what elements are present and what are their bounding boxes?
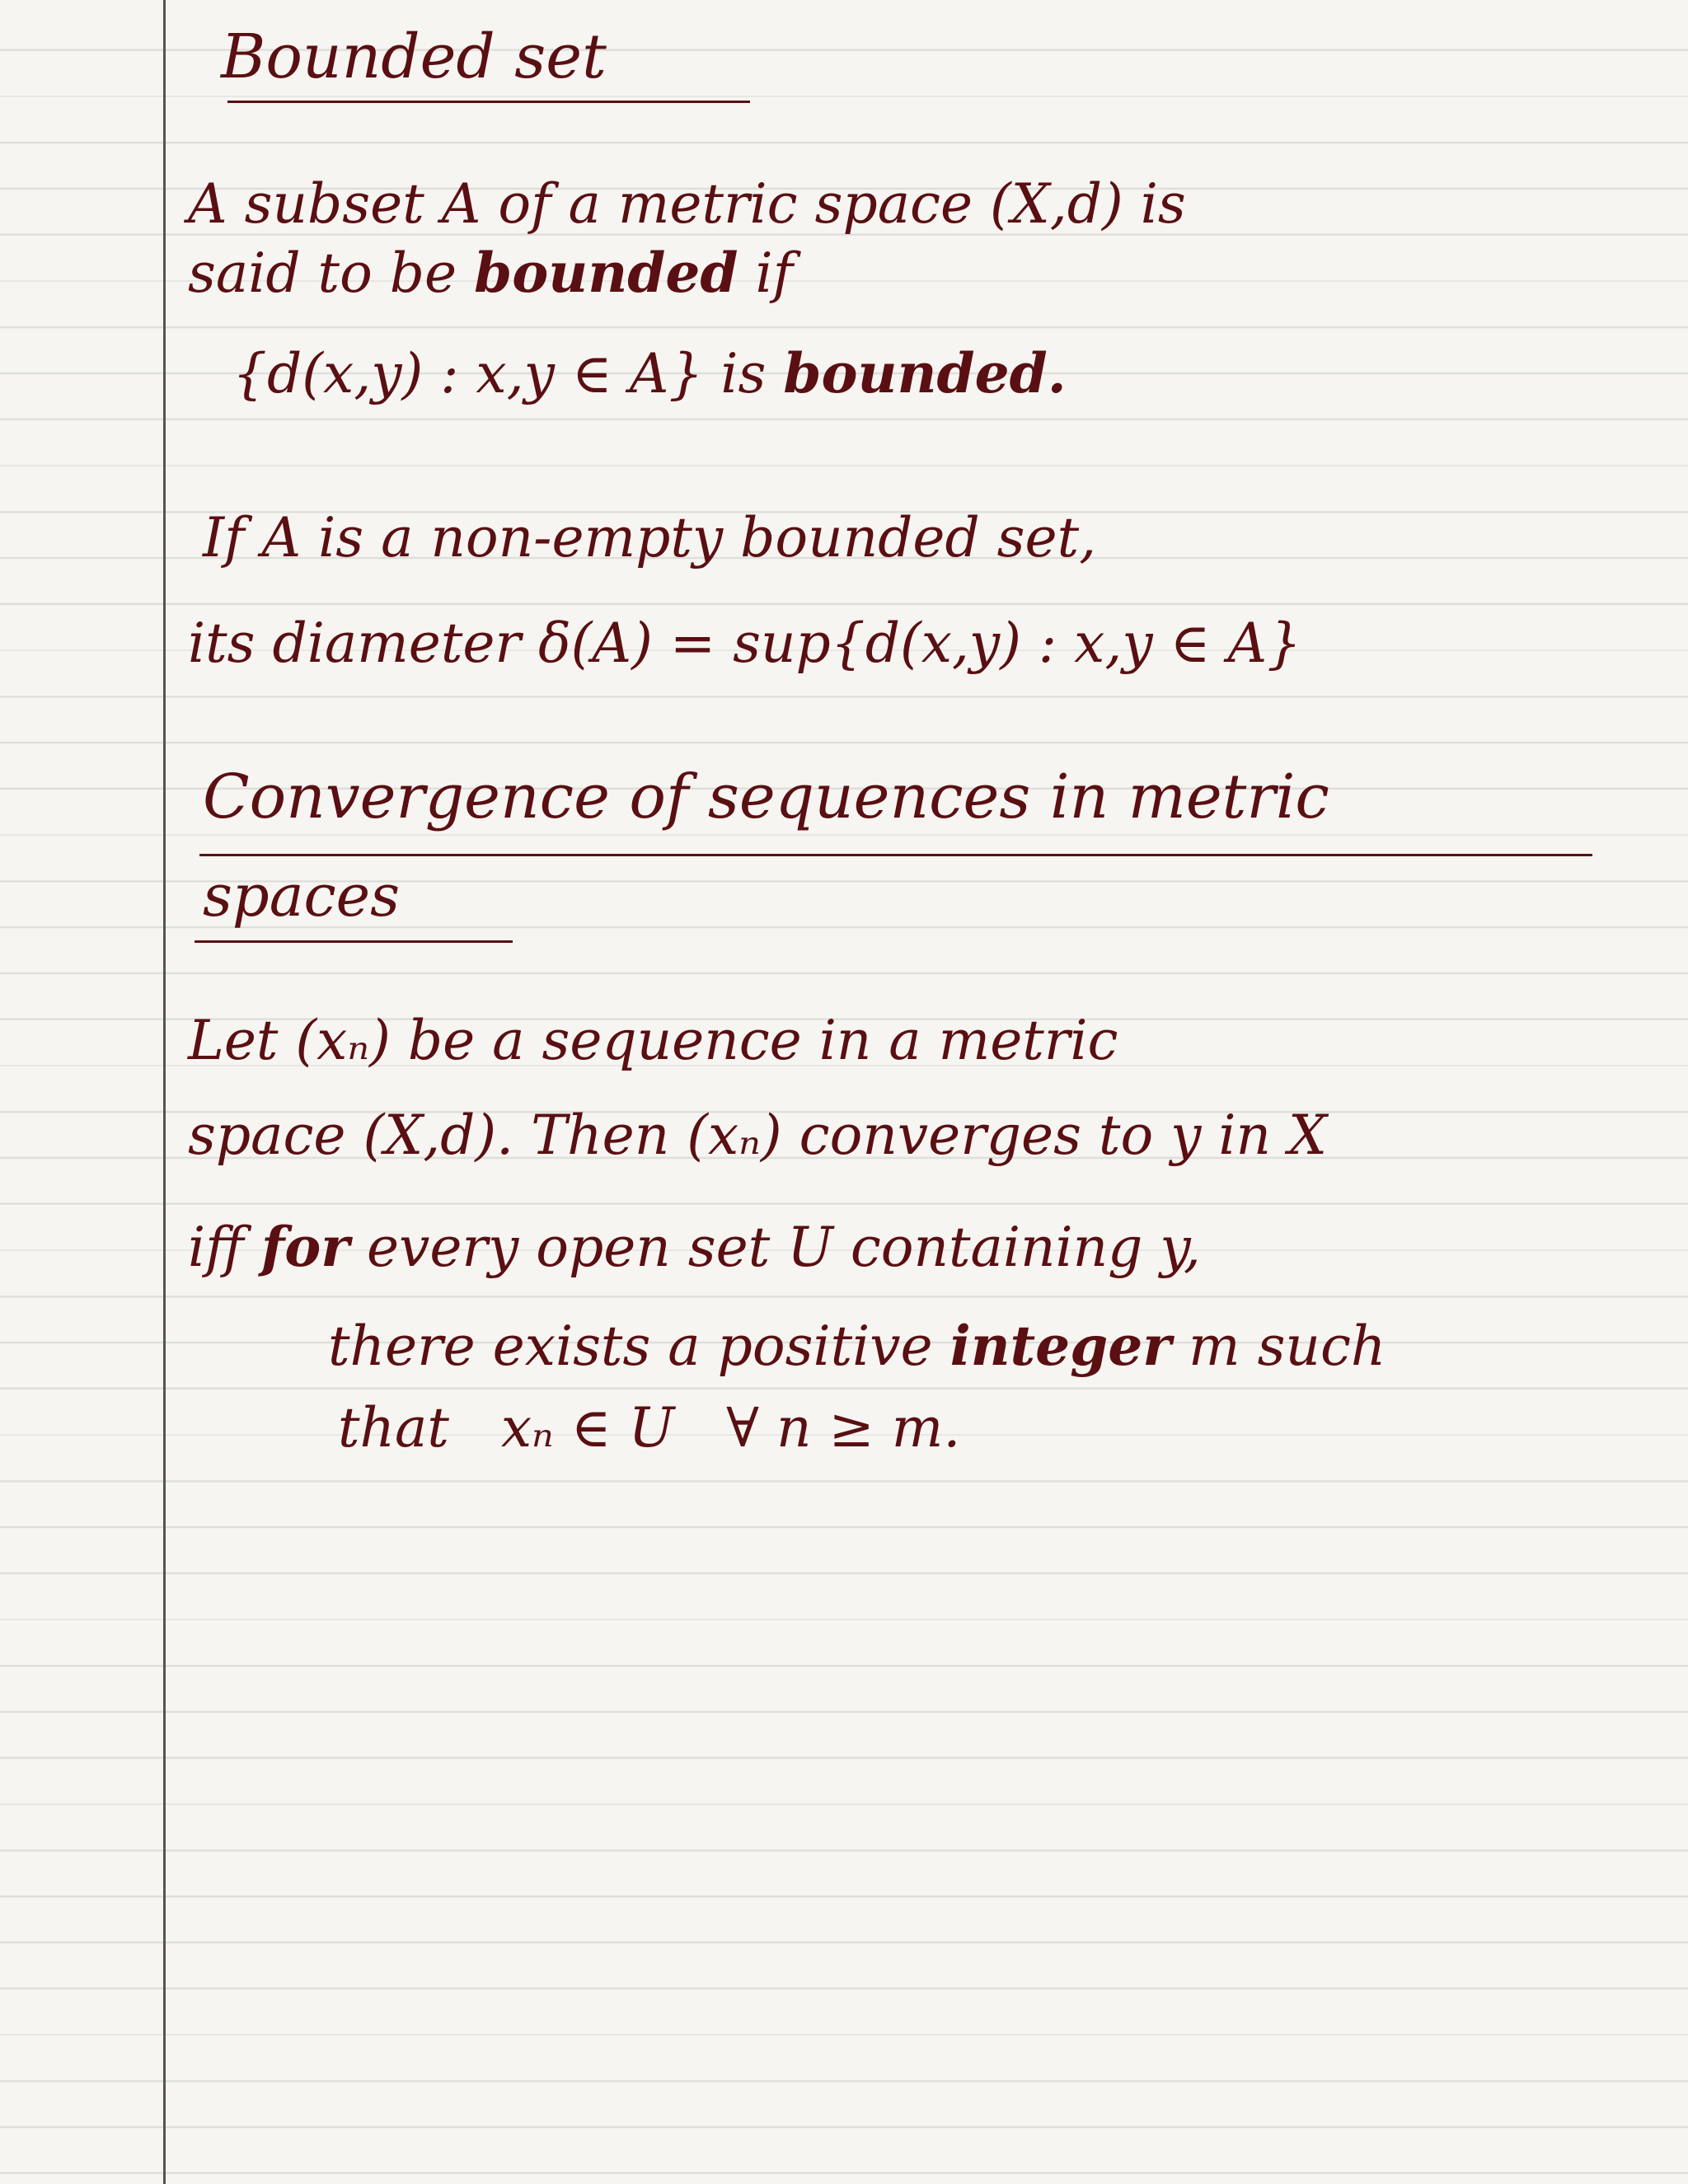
theorem-line-4-post: m such (1189, 1315, 1386, 1378)
theorem-line-1: Let (xₙ) be a sequence in a metric (188, 1009, 1118, 1072)
heading-convergence-underline-2 (195, 940, 513, 943)
theorem-line-3-pre: iff (188, 1216, 244, 1279)
margin-line (163, 0, 166, 2184)
theorem-line-5: that xₙ ∈ U ∀ n ≥ m. (338, 1396, 961, 1460)
theorem-line-3 (188, 1215, 1201, 1279)
definition-line-3-post: is (720, 342, 767, 405)
definition-line-2-pre: said to be (188, 241, 457, 305)
definition-line-2-post: if (755, 241, 794, 305)
theorem-line-4-pre: there exists a positive (328, 1315, 933, 1378)
diameter-line-2: its diameter δ(A) = sup{d(x,y) : x,y ∈ A} (188, 612, 1302, 675)
diameter-line-1: If A is a non-empty bounded set, (203, 506, 1097, 569)
theorem-line-4 (328, 1314, 1386, 1378)
heading-convergence-line-2: spaces (203, 862, 401, 930)
heading-bounded-set-text: Bounded set (221, 21, 607, 92)
definition-bounded-bold-2: bounded. (783, 341, 1067, 405)
definition-line-1: A subset A of a metric space (X,d) is (188, 172, 1186, 236)
heading-convergence-underline-1 (199, 854, 1592, 856)
theorem-line-2: space (X,d). Then (xₙ) converges to y in X (188, 1104, 1328, 1167)
heading-convergence-line-1: Convergence of sequences in metric (203, 762, 1329, 832)
definition-bounded-bold: bounded (474, 241, 738, 305)
definition-line-2 (188, 241, 794, 305)
heading-bounded-underline (227, 101, 750, 103)
theorem-for-bold: for (260, 1215, 350, 1279)
theorem-integer-bold: integer (950, 1314, 1172, 1378)
definition-set-expression: {d(x,y) : x,y ∈ A} (232, 342, 704, 405)
definition-line-3 (232, 341, 1067, 405)
heading-bounded-set (221, 21, 607, 92)
theorem-line-3-post: every open set U containing y, (367, 1216, 1201, 1279)
